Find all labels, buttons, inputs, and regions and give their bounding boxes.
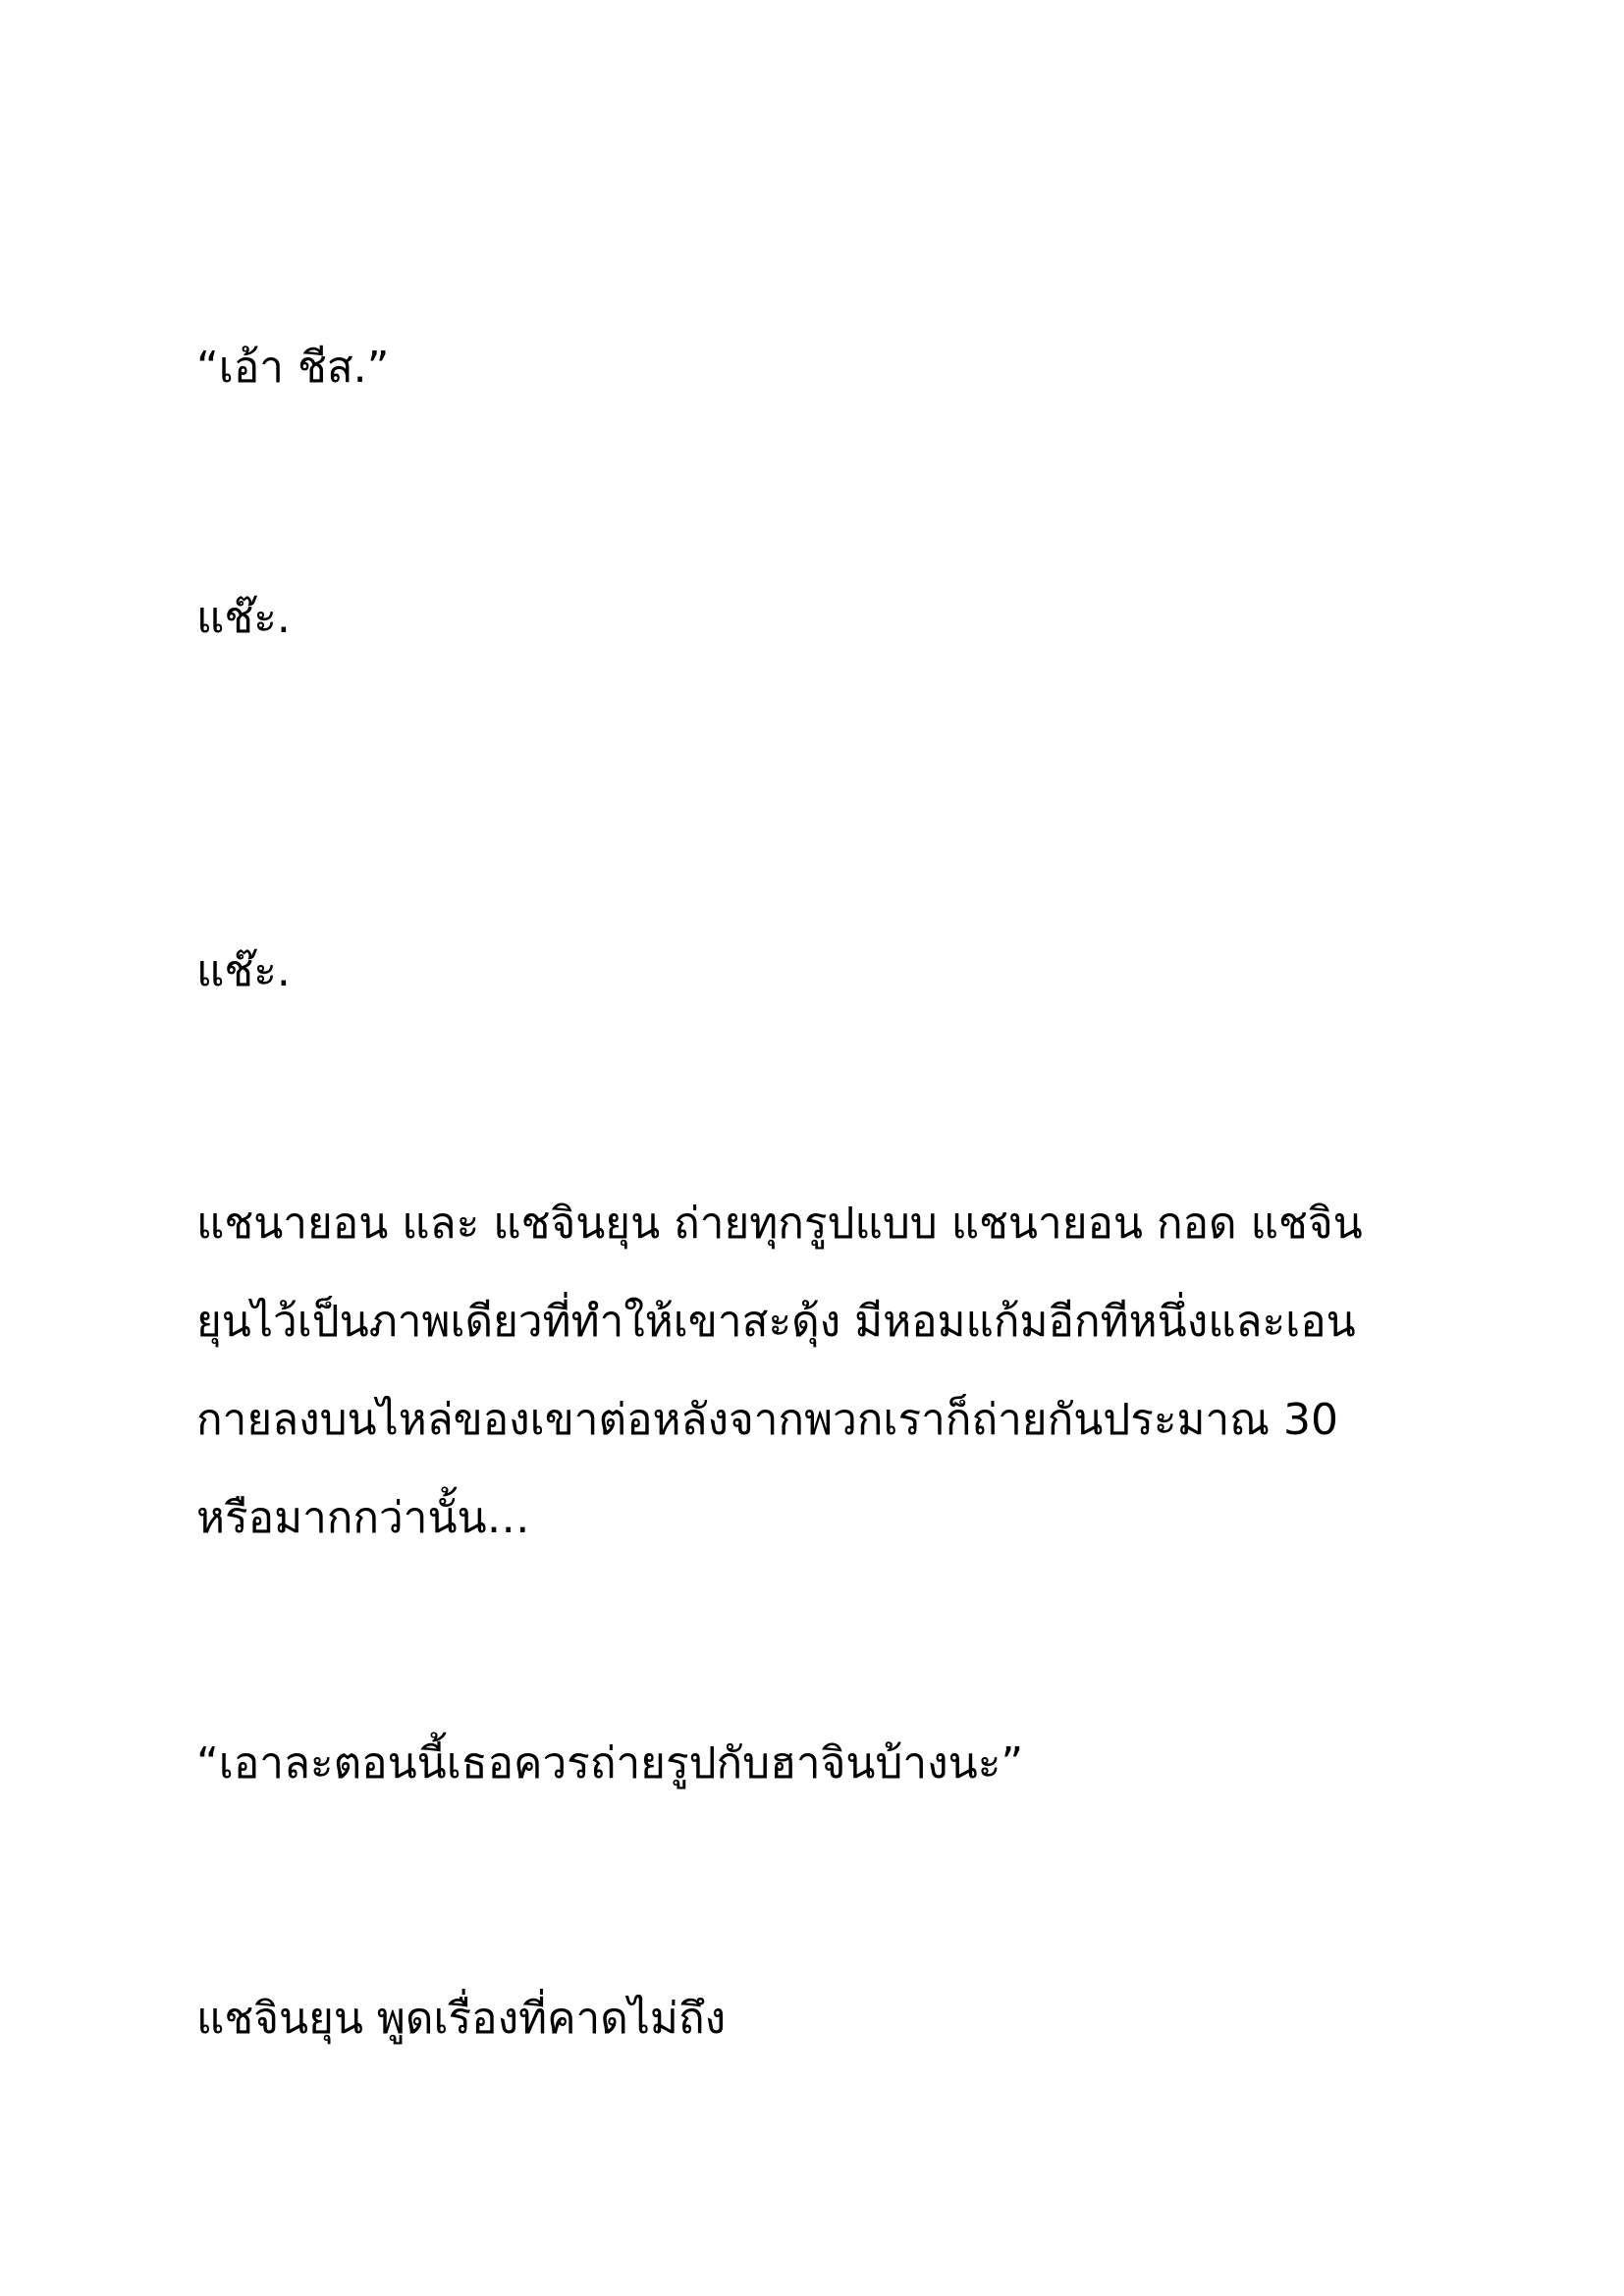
dialogue-paragraph [196, 1715, 1023, 1813]
text-line: แชนายอน และ แชจินยุน ถ่ายทุกรูปแบบ แชนายอน กอด แชจิน [196, 1199, 1363, 1249]
narration-paragraph [196, 1175, 1363, 1568]
sound-effect-paragraph [196, 923, 291, 1021]
dialogue-paragraph [196, 319, 389, 417]
text-line: “เอ้า ชีส.” [196, 343, 390, 393]
text-line: แช๊ะ. [196, 593, 291, 643]
text-line: แชจินยุน พูดเรื่องที่คาดไม่ถึง [196, 1994, 727, 2044]
text-line: ยุนไว้เป็นภาพเดียวที่ทำให้เขาสะดุ้ง มีหอมแก้มอีกทีหนึ่งและเอน [196, 1297, 1356, 1347]
text-line: “เอาละตอนนี้เธอควรถ่ายรูปกับฮาจินบ้างนะ” [196, 1738, 1024, 1789]
text-line: กายลงบนไหล่ของเขาต่อหลังจากพวกเราก็ถ่ายกันประมาณ 30 [196, 1395, 1338, 1445]
text-line: แช๊ะ. [196, 946, 291, 996]
sound-effect-paragraph [196, 569, 291, 667]
narration-paragraph [196, 1970, 726, 2068]
text-line: หรือมากกว่านั้น… [196, 1493, 530, 1543]
